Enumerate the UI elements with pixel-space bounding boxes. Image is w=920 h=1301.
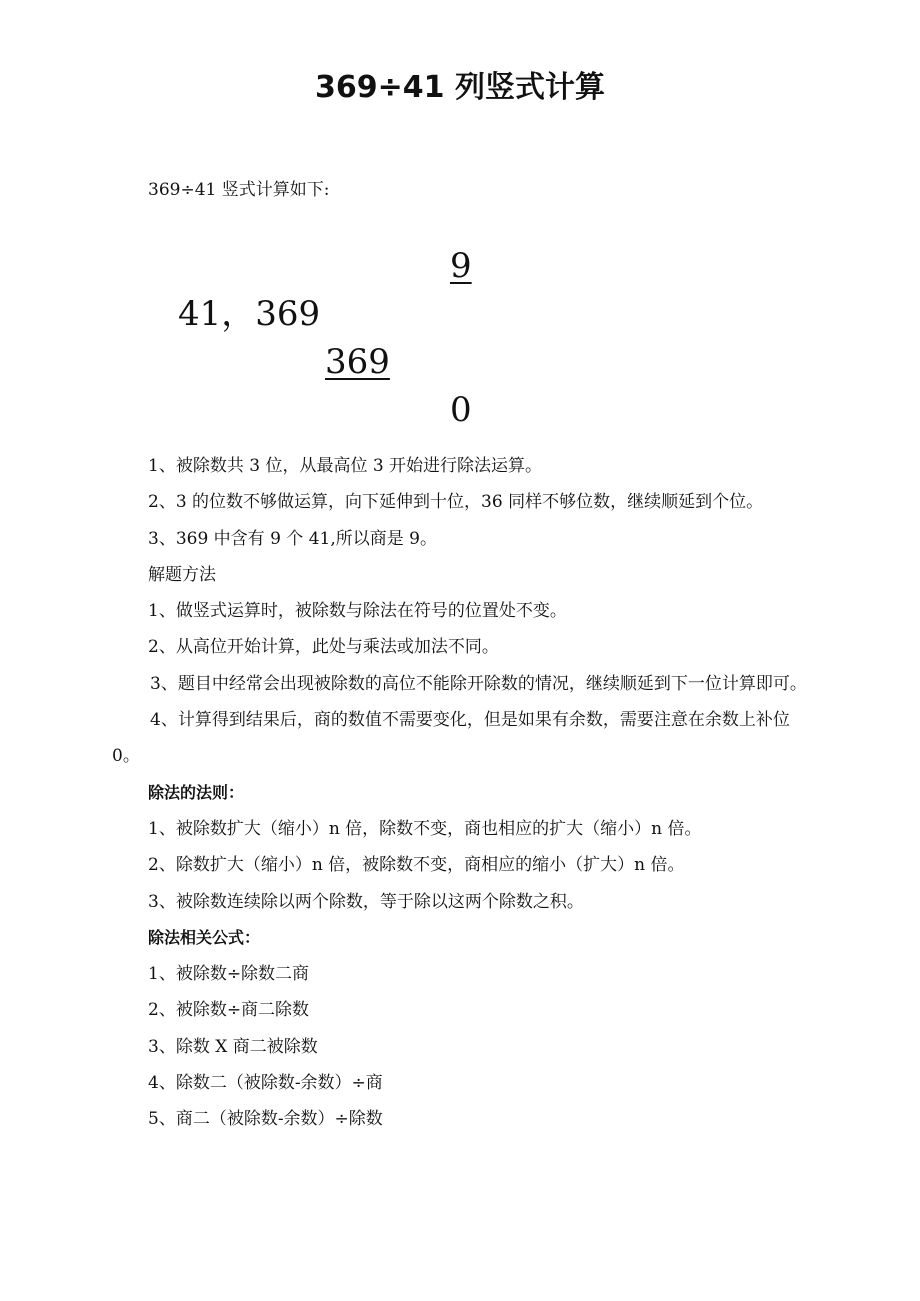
calc-product: 369 bbox=[325, 342, 390, 382]
paragraph: 4、计算得到结果后，商的数值不需要变化，但是如果有余数，需要注意在余数上补位 0。 bbox=[112, 710, 790, 767]
paragraph: 2、从高位开始计算，此处与乘法或加法不同。 bbox=[148, 637, 499, 658]
section-heading-formulas: 除法相关公式： bbox=[148, 927, 261, 947]
page-title: 369÷41 列竖式计算 bbox=[315, 70, 605, 105]
paragraph: 1、被除数共 3 位，从最高位 3 开始进行除法运算。 bbox=[148, 456, 543, 476]
body-text bbox=[112, 448, 812, 1138]
formula-item: 2、被除数÷商二除数 bbox=[148, 1000, 310, 1021]
calc-remainder: 0 bbox=[450, 390, 472, 430]
formula-item: 1、被除数÷除数二商 bbox=[148, 964, 310, 985]
paragraph: 3、题目中经常会出现被除数的高位不能除开除数的情况，继续顺延到下一位计算即可。 bbox=[150, 673, 807, 694]
formula-item: 3、除数 X 商二被除数 bbox=[148, 1036, 318, 1057]
paragraph: 2、3 的位数不够做运算，向下延伸到十位，36 同样不够位数，继续顺延到个位。 bbox=[148, 492, 764, 513]
formula-item: 4、除数二（被除数-余数）÷商 bbox=[148, 1073, 383, 1094]
paragraph: 3、被除数连续除以两个除数，等于除以这两个除数之积。 bbox=[148, 891, 584, 912]
formula-item: 5、商二（被除数-余数）÷除数 bbox=[148, 1109, 383, 1130]
section-heading-rules: 除法的法则： bbox=[148, 782, 245, 802]
paragraph: 1、被除数扩大（缩小）n 倍，除数不变，商也相应的扩大（缩小）n 倍。 bbox=[148, 818, 702, 839]
paragraph: 2、除数扩大（缩小）n 倍，被除数不变，商相应的缩小（扩大）n 倍。 bbox=[148, 855, 685, 876]
paragraph: 3、369 中含有 9 个 41,所以商是 9。 bbox=[148, 528, 437, 549]
intro-text: 369÷41 竖式计算如下: bbox=[148, 180, 330, 200]
paragraph: 1、做竖式运算时，被除数与除法在符号的位置处不变。 bbox=[148, 601, 567, 622]
calc-problem: 41，369 bbox=[178, 294, 321, 334]
section-label-method: 解题方法 bbox=[148, 564, 216, 585]
calc-quotient: 9 bbox=[450, 246, 472, 286]
